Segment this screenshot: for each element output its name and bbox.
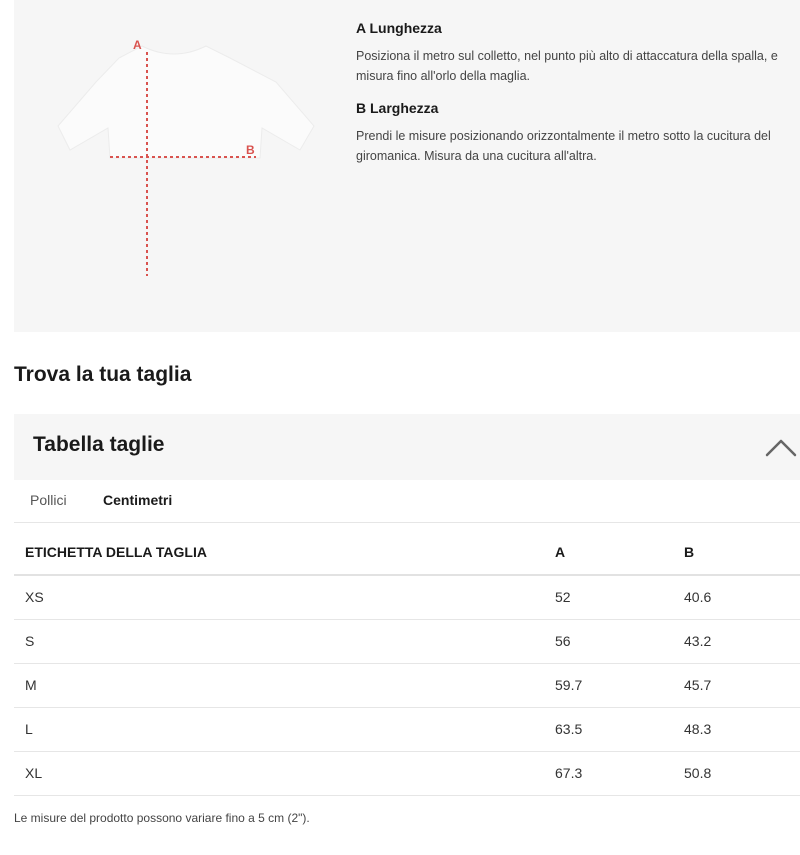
table-row bbox=[14, 707, 800, 751]
size-a-cell: 63.5 bbox=[555, 707, 684, 751]
size-table-header-row bbox=[14, 530, 800, 575]
size-a-cell: 56 bbox=[555, 619, 684, 663]
size-b-cell: 48.3 bbox=[684, 707, 800, 751]
width-heading: B Larghezza bbox=[356, 100, 439, 116]
unit-tab-centimeters[interactable]: Centimetri bbox=[103, 492, 173, 508]
length-description: Posiziona il metro sul colletto, nel punto più alto di attaccatura della spalla, e misura fino all'orlo della maglia. bbox=[356, 49, 778, 83]
column-header-size-label: ETICHETTA DELLA TAGLIA bbox=[14, 530, 555, 575]
measurement-guide-panel bbox=[14, 0, 800, 332]
column-header-b: B bbox=[684, 530, 800, 575]
size-b-cell: 50.8 bbox=[684, 751, 800, 795]
size-table bbox=[14, 530, 800, 796]
table-row bbox=[14, 619, 800, 663]
chevron-up-icon[interactable] bbox=[764, 434, 798, 460]
tshirt-measurement-diagram bbox=[14, 0, 344, 332]
tshirt-outline bbox=[58, 46, 314, 158]
table-row bbox=[14, 663, 800, 707]
size-label-cell: XS bbox=[14, 575, 555, 619]
size-chart-accordion-header[interactable] bbox=[14, 414, 800, 480]
table-row bbox=[14, 575, 800, 619]
length-heading: A Lunghezza bbox=[356, 20, 442, 36]
size-label-cell: M bbox=[14, 663, 555, 707]
size-a-cell: 59.7 bbox=[555, 663, 684, 707]
unit-toggle bbox=[14, 480, 800, 523]
label-a: A bbox=[133, 38, 142, 52]
size-b-cell: 45.7 bbox=[684, 663, 800, 707]
width-description: Prendi le misure posizionando orizzontalmente il metro sotto la cucitura del giromanica. Misura da una cucitura all'altra. bbox=[356, 129, 771, 163]
measurement-instructions bbox=[356, 20, 796, 180]
size-label-cell: L bbox=[14, 707, 555, 751]
table-row bbox=[14, 751, 800, 795]
size-chart-title: Tabella taglie bbox=[33, 433, 165, 456]
size-a-cell: 52 bbox=[555, 575, 684, 619]
measurement-disclaimer: Le misure del prodotto possono variare fino a 5 cm (2"). bbox=[14, 811, 310, 825]
unit-tab-inches[interactable]: Pollici bbox=[30, 492, 67, 508]
size-a-cell: 67.3 bbox=[555, 751, 684, 795]
find-size-title: Trova la tua taglia bbox=[14, 363, 192, 386]
size-label-cell: S bbox=[14, 619, 555, 663]
size-b-cell: 40.6 bbox=[684, 575, 800, 619]
size-label-cell: XL bbox=[14, 751, 555, 795]
size-b-cell: 43.2 bbox=[684, 619, 800, 663]
column-header-a: A bbox=[555, 530, 684, 575]
label-b: B bbox=[246, 143, 255, 157]
